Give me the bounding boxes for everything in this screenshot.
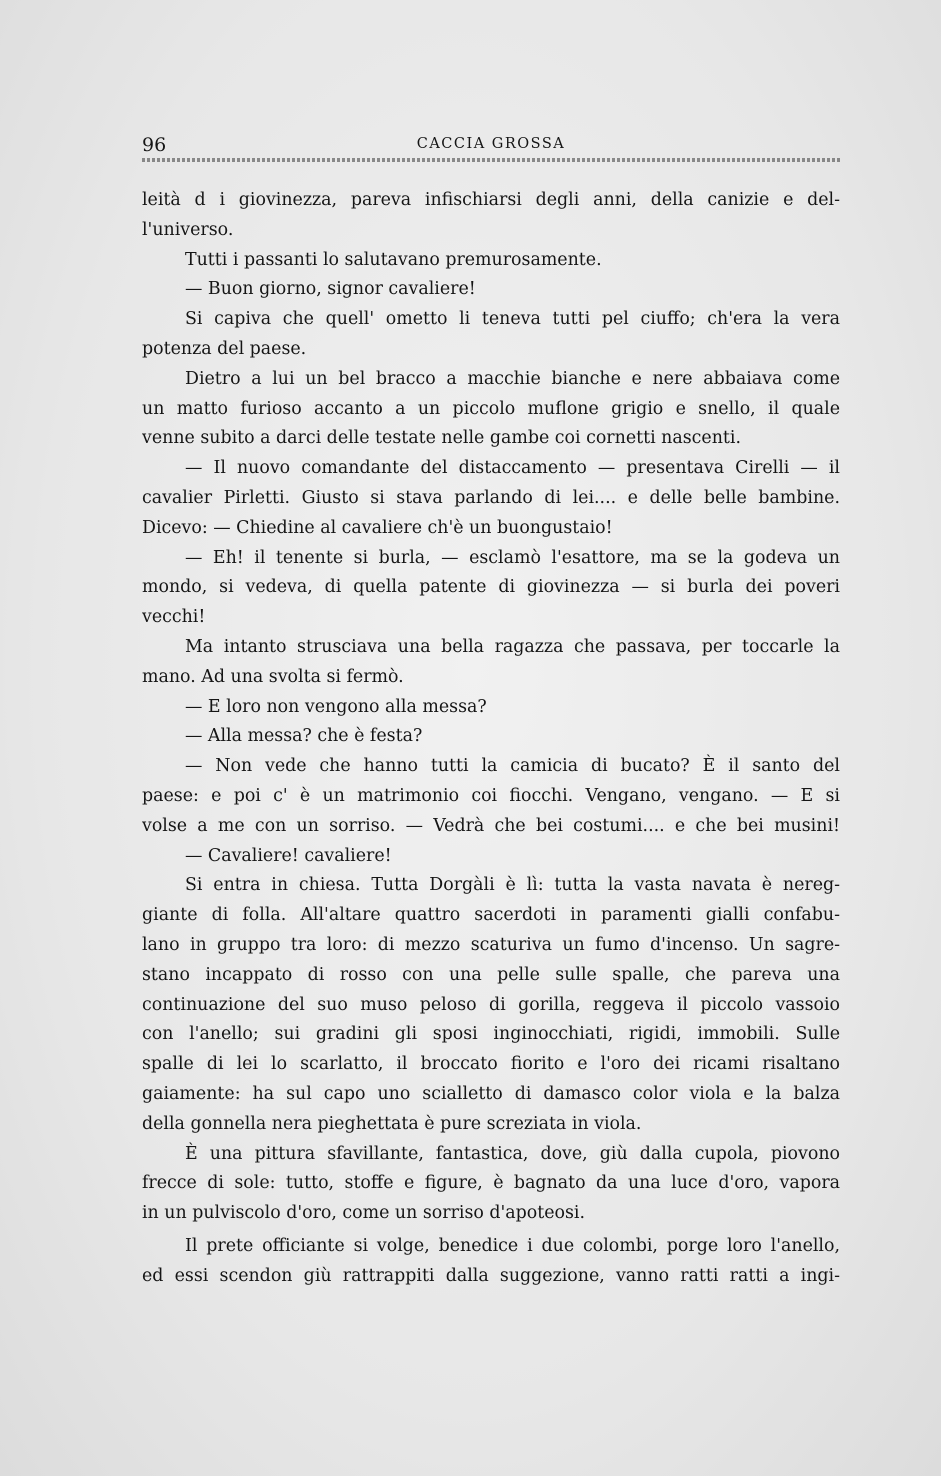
text-line: volse a me con un sorriso. — Vedrà che bei costumi.... e che bei musini!	[142, 815, 840, 836]
text-line: lano in gruppo tra loro: di mezzo scaturiva un fumo d'incenso. Un sagre-	[142, 934, 840, 955]
text-line: — Il nuovo comandante del distaccamento — presentava Cirelli — il	[185, 458, 840, 479]
text-line: potenza del paese.	[142, 338, 307, 359]
text-line: — E loro non vengono alla messa?	[185, 696, 487, 717]
text-line: Dietro a lui un bel bracco a macchie bianche e nere abbaiava come	[185, 368, 840, 389]
text-line: paese: e poi c' è un matrimonio coi fiocchi. Vengano, vengano. — E si	[142, 785, 840, 806]
text-line: È una pittura sfavillante, fantastica, dove, giù dalla cupola, piovono	[185, 1143, 840, 1164]
text-line: ed essi scendon giù rattrappiti dalla suggezione, vanno ratti ratti a ingi-	[142, 1265, 840, 1286]
text-line: Il prete officiante si volge, benedice i due colombi, porge loro l'anello,	[185, 1235, 840, 1256]
body-text	[142, 186, 840, 1291]
page-header	[142, 134, 840, 160]
text-line: — Alla messa? che è festa?	[185, 726, 423, 747]
text-line: Si entra in chiesa. Tutta Dorgàli è lì: tutta la vasta navata è nereg-	[185, 875, 840, 896]
text-line: spalle di lei lo scarlatto, il broccato fiorito e l'oro dei ricami risaltano	[142, 1054, 840, 1075]
page-number: 96	[142, 134, 167, 156]
text-line: Dicevo: — Chiedine al cavaliere ch'è un buongustaio!	[142, 517, 613, 538]
text-line: venne subito a darci delle testate nelle gambe coi cornetti nascenti.	[142, 428, 741, 449]
text-line: giante di folla. All'altare quattro sacerdoti in paramenti gialli confabu-	[142, 905, 840, 926]
text-line: Ma intanto strusciava una bella ragazza che passava, per toccarle la	[185, 636, 840, 657]
text-line: — Cavaliere! cavaliere!	[185, 845, 392, 866]
text-line: mondo, si vedeva, di quella patente di giovinezza — si burla dei poveri	[142, 577, 840, 598]
text-line: Si capiva che quell' ometto li teneva tutti pel ciuffo; ch'era la vera	[185, 309, 840, 330]
text-line: Tutti i passanti lo salutavano premurosamente.	[185, 249, 602, 270]
text-line: l'universo.	[142, 219, 234, 240]
text-line: con l'anello; sui gradini gli sposi inginocchiati, rigidi, immobili. Sulle	[142, 1024, 840, 1045]
text-line: — Eh! il tenente si burla, — esclamò l'esattore, ma se la godeva un	[185, 547, 840, 568]
header-rule	[142, 158, 840, 162]
text-line: gaiamente: ha sul capo uno scialletto di damasco color viola e la balza	[142, 1083, 840, 1104]
text-line: vecchi!	[142, 607, 206, 628]
text-line: cavalier Pirletti. Giusto si stava parlando di lei.... e delle belle bambine.	[142, 487, 840, 508]
text-line: frecce di sole: tutto, stoffe e figure, è bagnato da una luce d'oro, vapora	[142, 1173, 840, 1194]
text-line: leità d i giovinezza, pareva infischiarsi degli anni, della canizie e del-	[142, 190, 840, 210]
text-line: mano. Ad una svolta si fermò.	[142, 666, 404, 687]
text-line: in un pulviscolo d'oro, come un sorriso d'apoteosi.	[142, 1203, 586, 1224]
text-line: un matto furioso accanto a un piccolo muflone grigio e snello, il quale	[142, 398, 840, 419]
text-line: — Non vede che hanno tutti la camicia di bucato? È il santo del	[185, 756, 840, 777]
text-line: stano incappato di rosso con una pelle sulle spalle, che pareva una	[142, 964, 840, 985]
text-line: — Buon giorno, signor cavaliere!	[185, 279, 476, 300]
text-line: della gonnella nera pieghettata è pure screziata in viola.	[142, 1113, 642, 1134]
running-title: CACCIA GROSSA	[416, 136, 566, 152]
text-line: continuazione del suo muso peloso di gorilla, reggeva il piccolo vassoio	[142, 994, 840, 1015]
